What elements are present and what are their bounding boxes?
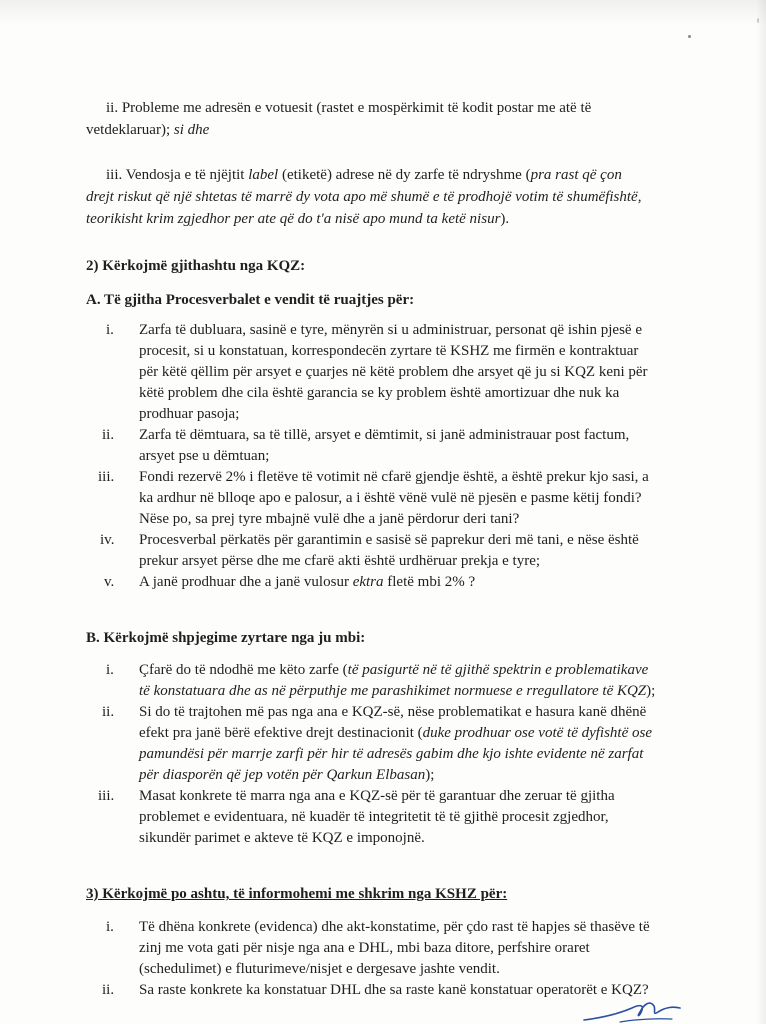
list-item-line: Zarfa të dubluara, sasinë e tyre, mënyrën si u administruar, personat që ishin pjesë e xyxy=(139,322,642,338)
list-item-line: efekt pra janë bërë efektive drejt destinacionit (duke prodhuar ose votë të dyfishtë ose xyxy=(139,725,652,741)
list-item-line: (schedulimet) e fluturimeve/nisjet e dergesave jashte vendit. xyxy=(139,961,500,977)
list-item-line: këtë problem dhe cila është garancia se ky problem është amortizuar dhe nuk ka xyxy=(139,385,620,401)
scan-speck xyxy=(757,18,759,23)
list-number: ii. xyxy=(102,704,115,720)
list-item-line: zinj me vota gati për nisje nga ana e DHL, mbi baza ditore, perfshire oraret xyxy=(139,940,590,956)
section3-heading: 3) Kërkojmë po ashtu, të informohemi me shkrim nga KSHZ për: xyxy=(86,886,508,902)
list-item-line: procesit, si u konstatuan, korrespondecën zyrtare të KSHZ me firmën e kontraktuar xyxy=(139,343,639,359)
scan-right-shadow xyxy=(756,0,766,1024)
scan-top-shadow xyxy=(0,0,766,26)
list-item-line: Zarfa të dëmtuara, sa të tillë, arsyet e dëmtimit, si janë administrauar post factum, xyxy=(139,427,630,443)
list-item-line: për këtë qëllim për arsyet e çuarjes në këtë problem dhe arsyet që ju si KQZ keni për xyxy=(139,364,648,380)
list-item-line: ka ardhur në blloqe apo e palosur, a i është vënë vulë në pjesën e pasme këtij fondi? xyxy=(139,490,642,506)
section2a-heading: A. Të gjitha Procesverbalet e vendit të ruajtjes për: xyxy=(86,292,415,308)
s1-ii-line2: vetdeklaruar); si dhe xyxy=(86,122,210,138)
section2-heading: 2) Kërkojmë gjithashtu nga KQZ: xyxy=(86,258,306,274)
list-item-line: arsyet pse u dëmtuan; xyxy=(139,448,270,464)
list-item-line: Çfarë do të ndodhë me këto zarfe (të pasigurtë në të gjithë spektrin e problematikave xyxy=(139,662,649,678)
list-number: v. xyxy=(104,574,115,590)
list-number: i. xyxy=(106,322,114,338)
handwritten-signature-icon xyxy=(580,990,690,1024)
list-number: ii. xyxy=(102,427,115,443)
list-item-line: Masat konkrete të marra nga ana e KQZ-së për të garantuar dhe zeruar të gjitha xyxy=(139,788,615,804)
list-number: iv. xyxy=(100,532,115,548)
s1-iii-line2: drejt riskut që një shtetas të marrë dy vota apo më shumë e të prodhojë votim të shumëfishtë, xyxy=(86,189,642,205)
list-item-line: pamundësi për marrje zarfi për hir të adresës gabim dhe kjo ishte evidente në zarfat xyxy=(139,746,644,762)
list-number: iii. xyxy=(98,469,115,485)
list-item-line: Nëse po, sa prej tyre mbajnë vulë dhe a janë përdorur deri tani? xyxy=(139,511,520,527)
section2b-heading: B. Kërkojmë shpjegime zyrtare nga ju mbi: xyxy=(86,630,366,646)
list-item-line: sikundër parimet e akteve të KQZ e imponojnë. xyxy=(139,830,425,846)
list-item-line: të konstatuara dhe as në përputhje me parashikimet normuese e rregullatore të KQZ); xyxy=(139,683,656,699)
list-item-line: Fondi rezervë 2% i fletëve të votimit në cfarë gjendje është, a është prekur kjo sasi, a xyxy=(139,469,649,485)
list-item-line: Sa raste konkrete ka konstatuar DHL dhe sa raste kanë konstatuar operatorët e KQZ? xyxy=(139,982,649,998)
list-item-line: A janë prodhuar dhe a janë vulosur ektra fletë mbi 2% ? xyxy=(139,574,476,590)
list-item-line: prekur arsyet përse dhe me cfarë akti është urdhëruar prekja e tyre; xyxy=(139,553,541,569)
list-number: ii. xyxy=(102,982,115,998)
list-number: i. xyxy=(106,662,114,678)
scan-speck xyxy=(688,35,691,38)
list-item-line: Të dhëna konkrete (evidenca) dhe akt-konstatime, për çdo rast të hapjes së thasëve të xyxy=(139,919,650,935)
list-number: iii. xyxy=(98,788,115,804)
s1-ii-line1: ii. Probleme me adresën e votuesit (rastet e mospërkimit të kodit postar me atë të xyxy=(106,100,592,116)
list-item-line: prodhuar pasoja; xyxy=(139,406,240,422)
list-item-line: Procesverbal përkatës për garantimin e sasisë së paprekur deri më tani, e nëse është xyxy=(139,532,639,548)
list-item-line: problemet e evidentuara, në kuadër të integritetit të të gjithë procesit zgjedhor, xyxy=(139,809,609,825)
list-number: i. xyxy=(106,919,114,935)
s1-iii-line1: iii. Vendosja e të njëjtit label (etiketë) adrese në dy zarfe të ndryshme (pra rast që çon xyxy=(106,167,622,183)
list-item-line: Si do të trajtohen më pas nga ana e KQZ-së, nëse problematikat e hasura kanë dhënë xyxy=(139,704,647,720)
s1-iii-line3: teorikisht krim zgjedhor per ate që do t'a nisë apo mund ta ketë nisur). xyxy=(86,211,510,227)
list-item-line: për diasporën që jep votën për Qarkun Elbasan); xyxy=(139,767,435,783)
